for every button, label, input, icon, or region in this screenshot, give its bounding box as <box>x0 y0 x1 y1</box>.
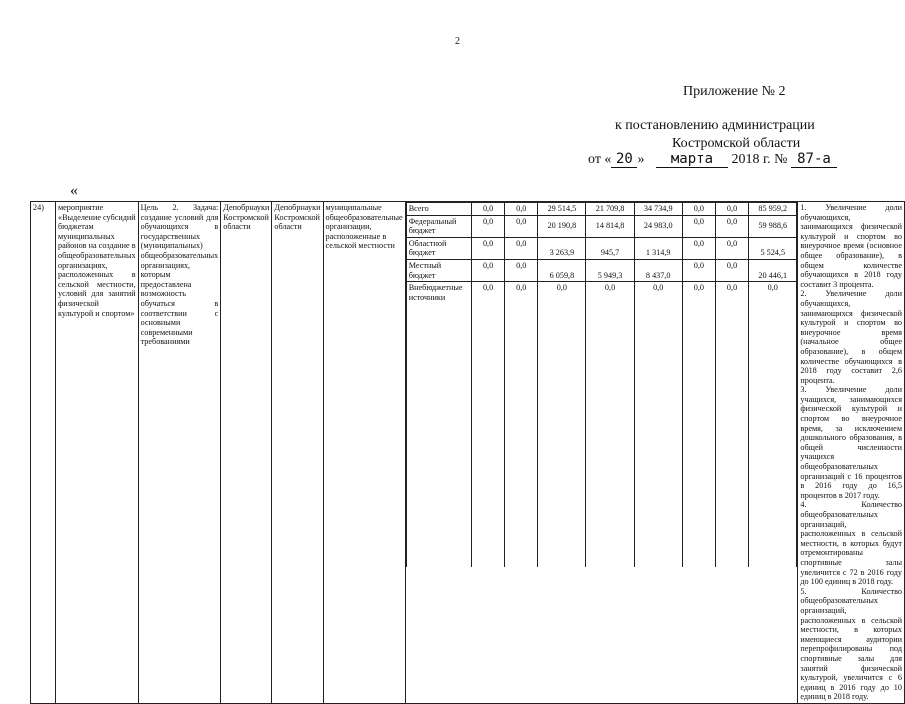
source-value: 0,0 <box>505 259 538 281</box>
source-value: 0,0 <box>682 203 715 216</box>
source-value: 20 446,1 <box>749 259 797 281</box>
page-number: 2 <box>455 36 460 47</box>
source-value: 0,0 <box>505 203 538 216</box>
executor-cell: Депобрнауки Костромской области <box>221 202 272 704</box>
source-value: 0,0 <box>715 203 748 216</box>
result-item: 2. Увеличение доли обучающихся, занимающихся физической культурой и спортом во внеурочное время (начальное общее образование), в общем количестве обучающихся в 2018 году составит 2,6 процента. <box>800 289 902 385</box>
source-value: 85 959,2 <box>749 203 797 216</box>
source-value: 14 814,8 <box>586 215 634 237</box>
date-mid: » <box>637 152 645 167</box>
source-name: Внебюджетные источники <box>406 282 471 567</box>
source-value: 0,0 <box>471 215 504 237</box>
source-value: 29 514,5 <box>538 203 586 216</box>
source-value: 0,0 <box>682 282 715 567</box>
source-name: Всего <box>406 203 471 216</box>
source-name: Федеральный бюджет <box>406 215 471 237</box>
source-value: 0,0 <box>471 237 504 259</box>
appendix-line1: к постановлению администрации <box>615 118 815 133</box>
source-value: 20 190,8 <box>538 215 586 237</box>
result-item: 4. Количество общеобразовательных организаций, расположенных в сельской местности, в которых будут отремонтированы спортивные залы увеличится с 72 в 2016 году до 100 единиц в 2018 году. <box>800 500 902 587</box>
source-value: 6 059,8 <box>538 259 586 281</box>
appendix-title: Приложение № 2 <box>683 84 786 99</box>
date-year: 2018 г. № <box>731 152 788 167</box>
program-table <box>30 201 905 704</box>
source-value: 0,0 <box>682 237 715 259</box>
source-value: 59 988,6 <box>749 215 797 237</box>
source-row <box>406 259 797 281</box>
source-row <box>406 282 797 567</box>
coexecutor-cell: Депобрнауки Костромской области <box>272 202 323 704</box>
source-name: Местный бюджет <box>406 259 471 281</box>
date-month: марта <box>656 152 728 168</box>
funding-table <box>406 202 798 567</box>
open-quote: « <box>70 182 78 199</box>
results-cell <box>798 202 905 704</box>
source-value: 0,0 <box>586 282 634 567</box>
result-item: 1. Увеличение доли обучающихся, занимающихся физической культурой и спортом во внеурочное время (основное общее образование), в общем количестве обучающихся в 2018 году составит 3 процента. <box>800 203 902 289</box>
source-value: 0,0 <box>505 215 538 237</box>
source-value: 5 949,3 <box>586 259 634 281</box>
source-value: 0,0 <box>715 259 748 281</box>
result-item: 5. Количество общеобразовательных организаций, расположенных в сельской местности, в которых имеющиеся аудитории перепрофилированы под спортивные залы для занятий физической культурой, увеличится с 6 единиц в 2016 году до 10 единиц в 2018 году. <box>800 586 902 702</box>
source-value: 8 437,0 <box>634 259 682 281</box>
source-value: 0,0 <box>634 282 682 567</box>
event-cell: мероприятие «Выделение субсидий бюджетам муниципальных районов на создание в общеобразовательных организациях, расположенных в сельской местности, условий для занятий физической культурой и спортом» <box>55 202 138 704</box>
funding-cell <box>405 202 798 704</box>
source-value: 0,0 <box>682 215 715 237</box>
source-value: 0,0 <box>538 282 586 567</box>
result-item: 3. Увеличение доли учащихся, занимающихся физической культурой и спортом во внеурочное время, за исключением дошкольного образования, в общей численности учащихся общеобразовательных организаций с 16 процентов в 2016 году до 16,5 процентов в 2017 году. <box>800 385 902 500</box>
source-value: 0,0 <box>715 215 748 237</box>
source-value: 0,0 <box>505 282 538 567</box>
source-value: 0,0 <box>471 259 504 281</box>
table-row <box>31 202 905 704</box>
appendix-line2: Костромской области <box>672 136 801 151</box>
appendix-date-line <box>588 152 837 168</box>
source-value: 5 524,5 <box>749 237 797 259</box>
date-prefix: от « <box>588 152 612 167</box>
doc-number: 87-а <box>791 152 837 168</box>
source-value: 945,7 <box>586 237 634 259</box>
source-value: 1 314,9 <box>634 237 682 259</box>
source-value: 24 983,0 <box>634 215 682 237</box>
source-value: 0,0 <box>505 237 538 259</box>
source-value: 0,0 <box>749 282 797 567</box>
source-row <box>406 237 797 259</box>
source-value: 3 263,9 <box>538 237 586 259</box>
goal-cell: Цель 2. Задача: создание условий для обучающихся в государственных (муниципальных) общеобразовательных организациях, которым предоставлена возможность обучаться в соответствии с основными современными требованиями <box>138 202 221 704</box>
source-row <box>406 203 797 216</box>
source-value: 0,0 <box>471 203 504 216</box>
source-value: 21 709,8 <box>586 203 634 216</box>
source-name: Областной бюджет <box>406 237 471 259</box>
source-value: 34 734,9 <box>634 203 682 216</box>
source-value: 0,0 <box>682 259 715 281</box>
row-number: 24) <box>31 202 56 704</box>
date-day: 20 <box>611 152 637 168</box>
source-row <box>406 215 797 237</box>
recipients-cell: муниципальные общеобразовательные организации, расположенные в сельской местности <box>323 202 405 704</box>
source-value: 0,0 <box>715 237 748 259</box>
source-value: 0,0 <box>471 282 504 567</box>
source-value: 0,0 <box>715 282 748 567</box>
